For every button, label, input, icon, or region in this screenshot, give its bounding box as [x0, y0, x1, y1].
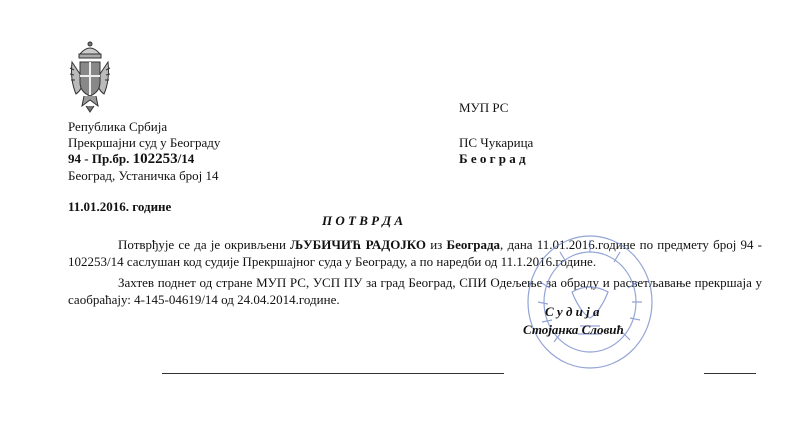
- p1-text-b: из: [426, 237, 447, 252]
- case-suffix: /14: [177, 151, 195, 166]
- republic-label: Република Србија: [68, 119, 168, 134]
- bottom-divider-right: [704, 373, 756, 374]
- court-address: Београд, Устаничка број 14: [68, 168, 219, 183]
- bottom-divider-left: [162, 373, 504, 374]
- defendant-name: ЉУБИЧИЋ РАДОЈКО: [290, 237, 427, 252]
- defendant-city: Београда: [446, 237, 501, 252]
- judge-title: С у д и ј а: [545, 304, 600, 319]
- case-number: [68, 151, 194, 167]
- document-title: П О Т В Р Д А: [322, 213, 404, 228]
- coat-of-arms-icon: [68, 40, 112, 114]
- p1-text-c: , дана 11.01.2016.године по предмету број 94 - 102253/14 саслушан код судије Прекршајног суда у Београду, а по наредби од 11.1.2016.године.: [68, 237, 762, 269]
- court-name: Прекршајни суд у Београду: [68, 135, 221, 150]
- official-stamp-icon: [520, 222, 660, 372]
- recipient-line-2: ПС Чукарица: [459, 135, 534, 150]
- recipient-line-3: Б е о г р а д: [459, 151, 526, 166]
- judge-name: Стојанка Словић: [523, 322, 624, 337]
- recipient-line-1: МУП РС: [459, 100, 509, 115]
- case-number-value: 102253: [132, 151, 178, 167]
- p1-text-a: Потврђује се да је окривљени: [118, 237, 291, 252]
- case-prefix: 94 - Пр.бр.: [68, 151, 130, 166]
- p2-text: Захтев поднет од стране МУП РС, УСП ПУ за град Београд, СПИ Одељење за обраду и расветљавање прекршаја у саобраћају: 4-145-04619/14 од 24.04.2014.године.: [68, 275, 762, 307]
- document-date: 11.01.2016. године: [68, 199, 172, 214]
